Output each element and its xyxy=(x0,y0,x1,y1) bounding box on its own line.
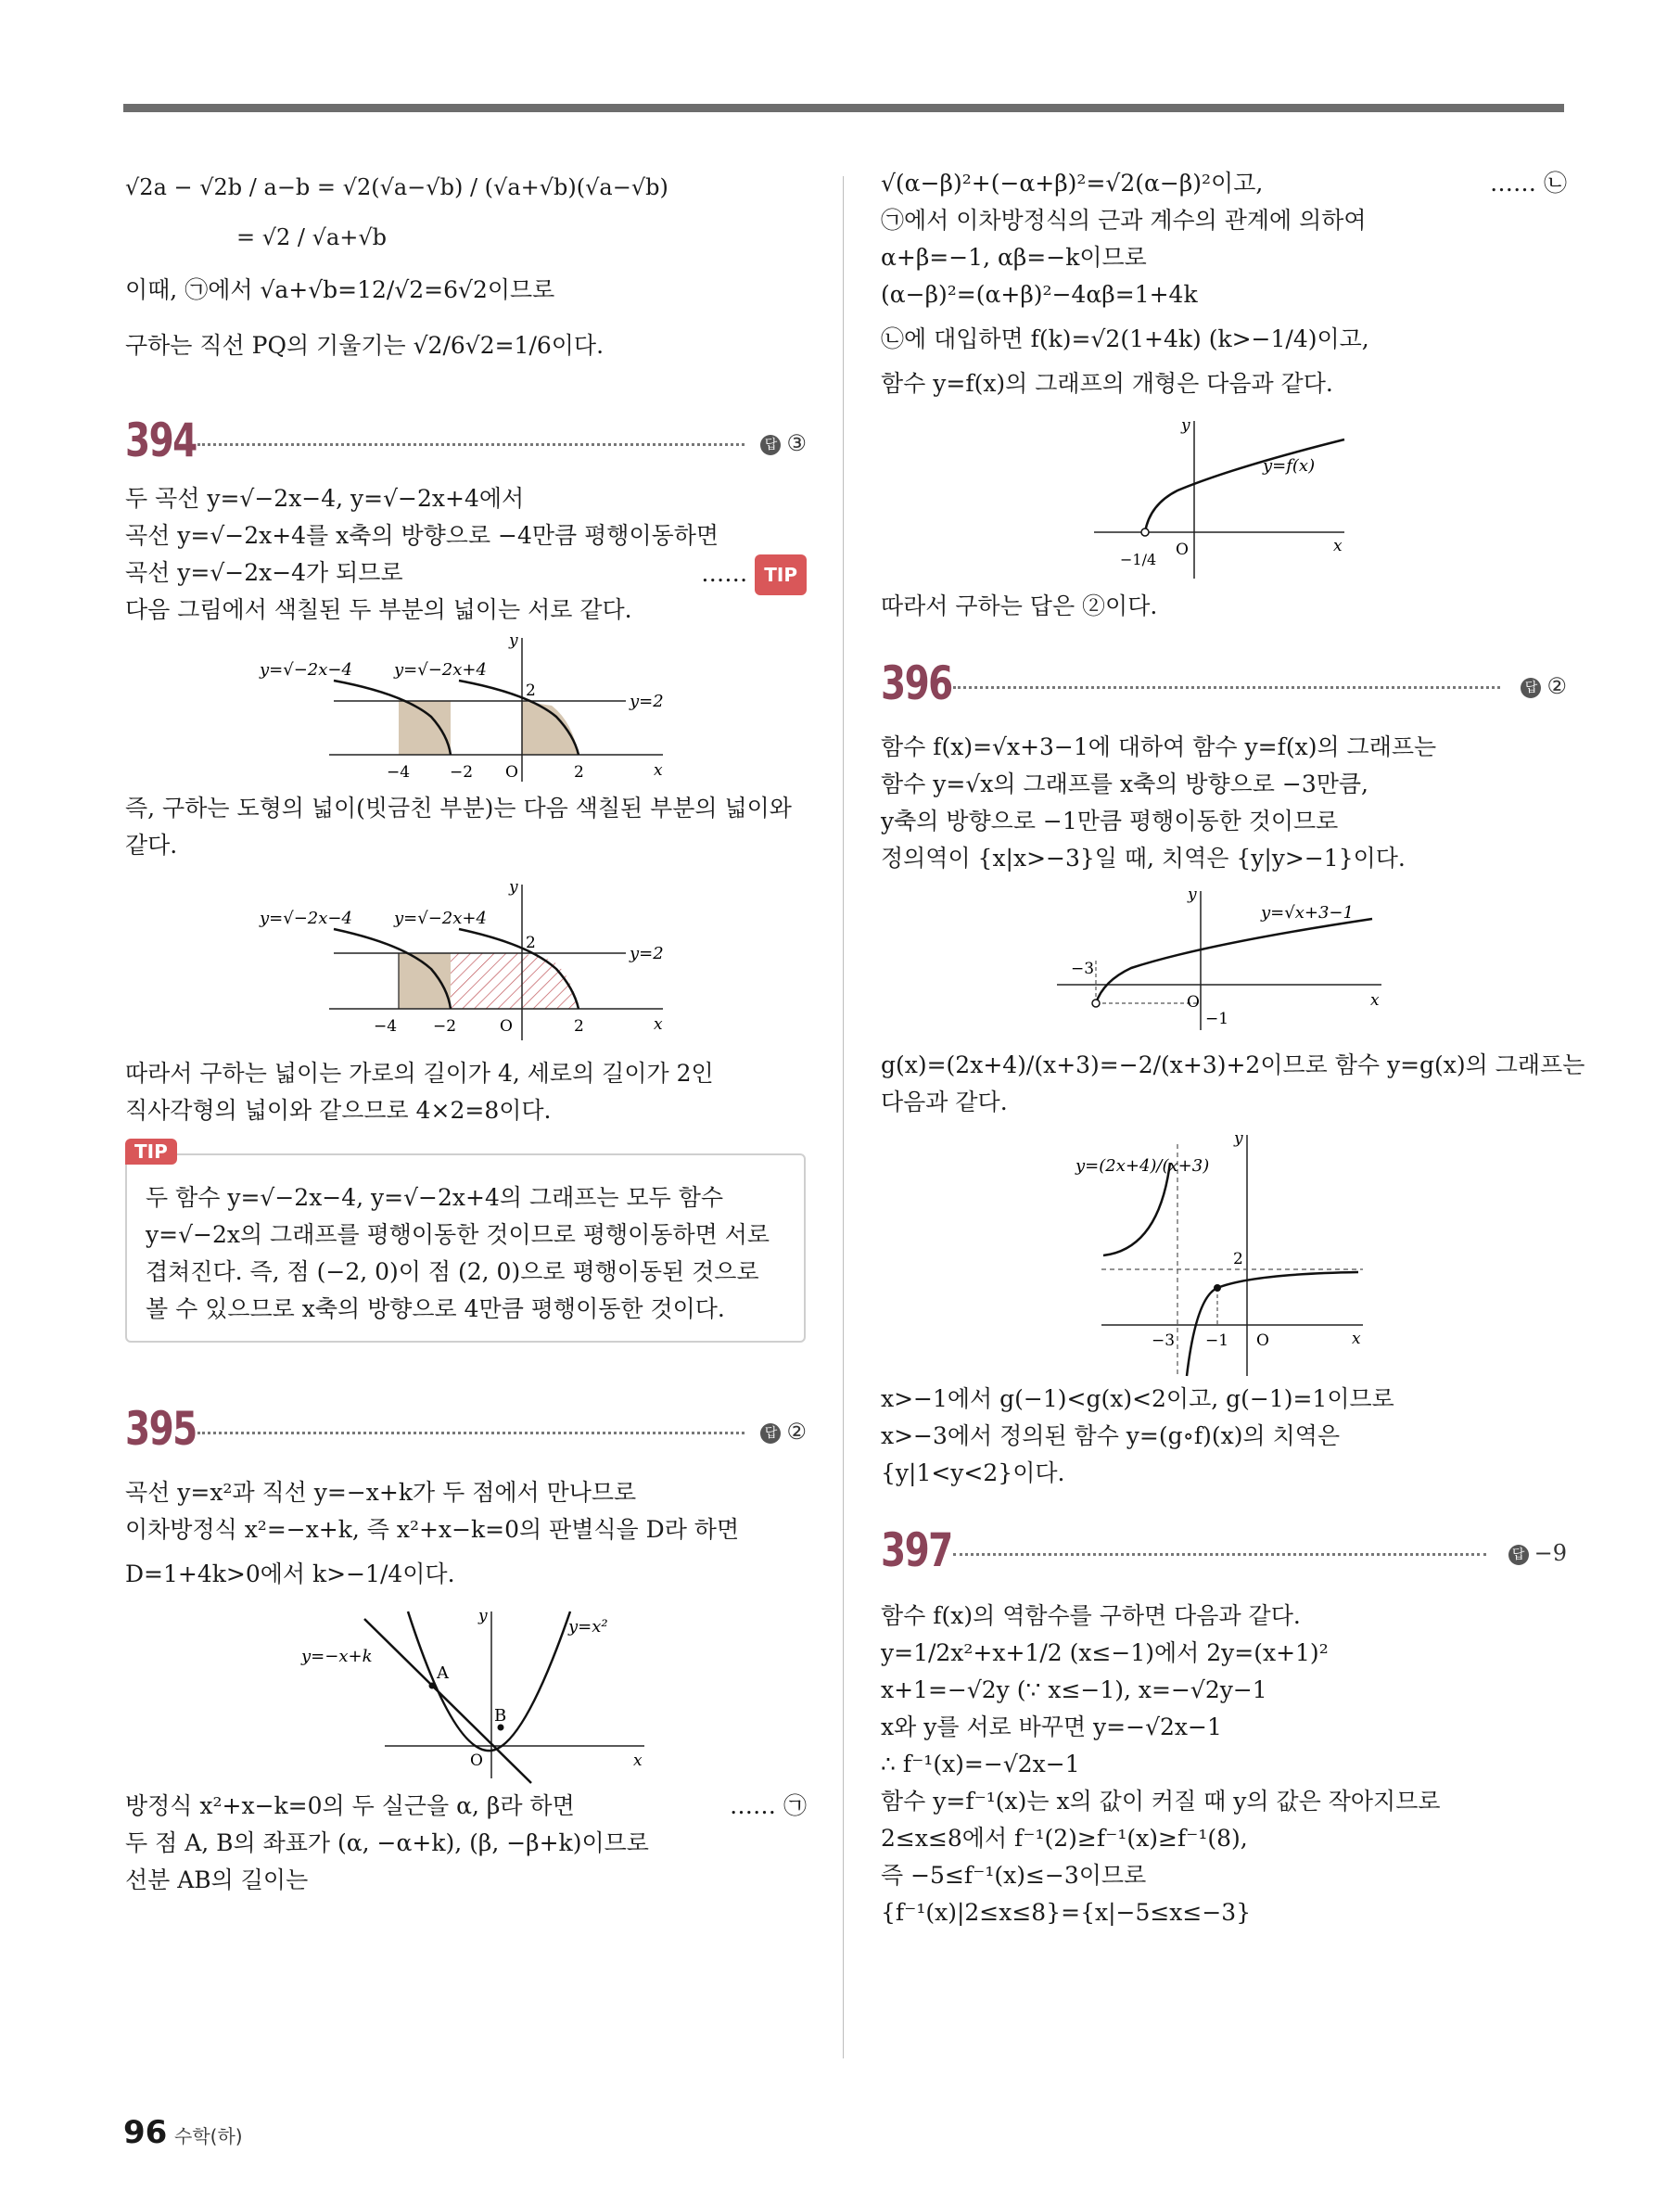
section-dots xyxy=(197,1432,745,1434)
hatched-area-a xyxy=(451,953,522,1009)
origin-label: O xyxy=(505,763,518,782)
answer-icon: 답 xyxy=(760,435,781,455)
answer-label xyxy=(1508,1540,1567,1566)
intro-formula-2: = √2 / √a+√b xyxy=(236,224,388,250)
x-axis-label: x xyxy=(654,761,663,780)
figure-395 xyxy=(125,1593,807,1788)
tip-line-2: y=√−2x의 그래프를 평행이동한 것이므로 평행이동하면 서로 xyxy=(146,1221,770,1248)
curve-branch-left xyxy=(1103,1163,1170,1255)
top-rule xyxy=(123,104,1564,112)
s395-cont-3: α+β=−1, αβ=−k이므로 xyxy=(881,244,1147,271)
tip-dots: …… xyxy=(701,560,748,587)
s397-line-2: y=1/2x²+x+1/2 (x≤−1)에서 2y=(x+1)² xyxy=(881,1639,1329,1666)
tip-line-4: 볼 수 있으므로 x축의 방향으로 4만큼 평행이동한 것이다. xyxy=(146,1295,725,1322)
section-dots xyxy=(953,686,1500,689)
open-endpoint xyxy=(1141,529,1149,536)
label-line: y=2 xyxy=(630,692,664,711)
y-tick: −1 xyxy=(1205,1010,1229,1028)
y-axis-label: y xyxy=(1188,885,1197,904)
s395-line-3: D=1+4k>0에서 k>−1/4이다. xyxy=(125,1560,455,1587)
x-axis-label: x xyxy=(1370,991,1380,1010)
section-dots xyxy=(953,1553,1486,1556)
y-axis-label: y xyxy=(478,1607,488,1625)
tip-box xyxy=(125,1140,806,1343)
section-394-header xyxy=(125,406,807,480)
point-neg1 xyxy=(1214,1284,1221,1292)
answer-label xyxy=(760,1419,807,1445)
x-tick-neg3: −3 xyxy=(1152,1331,1176,1350)
tip-reference xyxy=(701,554,807,595)
section-number: 396 xyxy=(881,656,952,710)
line-label: y=−x+k xyxy=(301,1647,373,1666)
y-tick: 2 xyxy=(1233,1250,1243,1268)
curve-branch-right xyxy=(1187,1272,1358,1376)
section-number: 395 xyxy=(125,1402,197,1456)
curve-f xyxy=(1096,919,1372,1003)
y-axis-label: y xyxy=(1234,1129,1243,1148)
parabola xyxy=(408,1611,570,1751)
section-dots xyxy=(197,443,745,446)
section-396-header xyxy=(881,649,1567,723)
s397-line-5: ∴ f⁻¹(x)=−√2x−1 xyxy=(881,1751,1080,1777)
shaded-region-b xyxy=(522,701,579,755)
s394-line-4: 다음 그림에서 색칠된 두 부분의 넓이는 서로 같다. xyxy=(125,596,632,623)
answer-label xyxy=(1521,673,1567,699)
s394-mid-2: 같다. xyxy=(125,832,178,859)
figure-396-2 xyxy=(881,1121,1567,1381)
intro-line-4: 구하는 직선 PQ의 기울기는 √2/6√2=1/6이다. xyxy=(125,332,605,359)
s395-cont-2: ㉠에서 이차방정식의 근과 계수의 관계에 의하여 xyxy=(881,207,1367,234)
y-tick: 2 xyxy=(526,682,536,700)
s394-line-3 xyxy=(125,554,807,592)
point-a-label: A xyxy=(437,1663,449,1683)
label-line: y=2 xyxy=(630,944,664,963)
s396-after-3: {y|1<y<2}이다. xyxy=(881,1459,1065,1486)
answer-value: ② xyxy=(786,1419,807,1445)
equation-mark-2: …… ㉡ xyxy=(1490,170,1567,197)
x-tick-3: 2 xyxy=(574,763,584,782)
s397-line-7: 2≤x≤8에서 f⁻¹(2)≥f⁻¹(x)≥f⁻¹(8), xyxy=(881,1825,1248,1852)
label-curve-a: y=√−2x−4 xyxy=(260,909,352,928)
figure-396-1 xyxy=(881,877,1567,1039)
s397-line-9: {f⁻¹(x)|2≤x≤8}={x|−5≤x≤−3} xyxy=(881,1899,1252,1926)
label-curve-b: y=√−2x+4 xyxy=(394,660,487,680)
section-number: 394 xyxy=(125,414,197,467)
page-number: 96 xyxy=(123,2114,168,2151)
s394-end-2: 직사각형의 넓이와 같으므로 4×2=8이다. xyxy=(125,1097,552,1124)
curve-label: y=x² xyxy=(568,1617,608,1637)
x-tick-neg1: −1 xyxy=(1205,1331,1229,1350)
s394-mid-1: 즉, 구하는 도형의 넓이(빗금친 부분)는 다음 색칠된 부분의 넓이와 xyxy=(125,795,792,822)
s395-after-1 xyxy=(125,1788,807,1825)
point-a xyxy=(429,1683,436,1689)
s394-line-3-text: 곡선 y=√−2x−4가 되므로 xyxy=(125,559,403,586)
s395-conclusion: 따라서 구하는 답은 ②이다. xyxy=(881,592,1158,619)
intro-formula-1: √2a − √2b / a−b = √2(√a−√b) / (√a+√b)(√a−√b) xyxy=(125,174,668,200)
label-curve-b: y=√−2x+4 xyxy=(394,909,487,928)
s396-line-1: 함수 f(x)=√x+3−1에 대하여 함수 y=f(x)의 그래프는 xyxy=(881,733,1437,760)
equation-mark-1: …… ㉠ xyxy=(730,1792,807,1819)
s396-line-2: 함수 y=√x의 그래프를 x축의 방향으로 −3만큼, xyxy=(881,771,1368,797)
right-column xyxy=(881,165,1585,1931)
s396-line-4: 정의역이 {x|x>−3}일 때, 치역은 {y|y>−1}이다. xyxy=(881,845,1406,872)
s397-line-3: x+1=−√2y (∵ x≤−1), x=−√2y−1 xyxy=(881,1676,1267,1703)
left-column xyxy=(125,165,807,1899)
tip-line-3: 겹쳐진다. 즉, 점 (−2, 0)이 점 (2, 0)으로 평행이동된 것으로 xyxy=(146,1258,759,1285)
x-tick-3: 2 xyxy=(574,1017,584,1036)
y-axis-label: y xyxy=(509,631,518,650)
book-title: 수학(하) xyxy=(174,2125,243,2147)
s395-cont-4: (α−β)²=(α+β)²−4αβ=1+4k xyxy=(881,281,1198,308)
s396-line-3: y축의 방향으로 −1만큼 평행이동한 것이므로 xyxy=(881,808,1339,834)
tip-ref-badge: TIP xyxy=(755,554,807,595)
s395-line-2: 이차방정식 x²=−x+k, 즉 x²+x−k=0의 판별식을 D라 하면 xyxy=(125,1516,740,1543)
section-397-header xyxy=(881,1516,1567,1590)
hatched-area-b xyxy=(522,953,579,1009)
s397-line-1: 함수 f(x)의 역함수를 구하면 다음과 같다. xyxy=(881,1602,1301,1629)
x-tick-2: −2 xyxy=(433,1017,457,1036)
answer-value: −9 xyxy=(1534,1540,1567,1566)
x-axis-label: x xyxy=(1352,1330,1361,1348)
s396-after-2: x>−3에서 정의된 함수 y=(g∘f)(x)의 치역은 xyxy=(881,1422,1341,1449)
x-tick-2: −2 xyxy=(450,763,474,782)
s394-end-1: 따라서 구하는 넓이는 가로의 길이가 4, 세로의 길이가 2인 xyxy=(125,1060,714,1087)
y-axis-label: y xyxy=(1181,416,1190,435)
s397-line-6: 함수 y=f⁻¹(x)는 x의 값이 커질 때 y의 값은 작아지므로 xyxy=(881,1788,1441,1815)
curve-f xyxy=(1145,439,1344,532)
figure-394-1 xyxy=(125,629,807,786)
figure-395-2 xyxy=(881,402,1567,588)
point-b-label: B xyxy=(494,1706,507,1726)
section-395-header xyxy=(125,1395,807,1469)
curve-label: y=√x+3−1 xyxy=(1261,903,1354,923)
s397-line-8: 즉 −5≤f⁻¹(x)≤−3이므로 xyxy=(881,1862,1147,1889)
origin-label: O xyxy=(1256,1331,1269,1350)
s395-cont-6: 함수 y=f(x)의 그래프의 개형은 다음과 같다. xyxy=(881,370,1333,397)
s395-line-1: 곡선 y=x²과 직선 y=−x+k가 두 점에서 만나므로 xyxy=(125,1479,637,1506)
y-axis-label: y xyxy=(509,878,518,897)
answer-icon: 답 xyxy=(1521,678,1541,698)
x-tick-1: −4 xyxy=(387,763,411,782)
figure-394-2 xyxy=(125,873,807,1050)
answer-icon: 답 xyxy=(1508,1545,1529,1565)
s394-line-2: 곡선 y=√−2x+4를 x축의 방향으로 −4만큼 평행이동하면 xyxy=(125,522,719,549)
s395-after-2: 두 점 A, B의 좌표가 (α, −α+k), (β, −β+k)이므로 xyxy=(125,1829,649,1856)
answer-icon: 답 xyxy=(760,1423,781,1444)
s397-line-4: x와 y를 서로 바꾸면 y=−√2x−1 xyxy=(881,1713,1222,1740)
x-axis-label: x xyxy=(1333,537,1343,555)
s396-gline: g(x)=(2x+4)/(x+3)=−2/(x+3)+2이므로 함수 y=g(x)의 그래프는 xyxy=(881,1051,1585,1078)
answer-value: ③ xyxy=(786,430,807,456)
x-axis-label: x xyxy=(633,1752,643,1770)
label-curve-a: y=√−2x−4 xyxy=(260,660,352,680)
s396-gline2: 다음과 같다. xyxy=(881,1089,1008,1115)
tip-line-1: 두 함수 y=√−2x−4, y=√−2x+4의 그래프는 모두 함수 xyxy=(146,1184,724,1211)
curve-label: y=(2x+4)/(x+3) xyxy=(1075,1156,1210,1176)
answer-label xyxy=(760,430,807,456)
section-number: 397 xyxy=(881,1523,952,1577)
s395-cont-1-text: √(α−β)²+(−α+β)²=√2(α−β)²이고, xyxy=(881,170,1264,197)
s395-cont-5: ㉡에 대입하면 f(k)=√2(1+4k) (k>−1/4)이고, xyxy=(881,325,1369,352)
x-tick: −3 xyxy=(1071,960,1095,978)
s395-cont-1 xyxy=(881,165,1567,202)
intro-line-3: 이때, ㉠에서 √a+√b=12/√2=6√2이므로 xyxy=(125,276,555,303)
s395-after-1-text: 방정식 x²+x−k=0의 두 실근을 α, β라 하면 xyxy=(125,1792,575,1819)
origin-label: O xyxy=(1176,541,1189,559)
s395-after-3: 선분 AB의 길이는 xyxy=(125,1866,309,1893)
open-endpoint xyxy=(1092,1000,1100,1007)
origin-label: O xyxy=(1187,993,1200,1012)
line-y-neg-x-k xyxy=(364,1619,531,1783)
s396-after-1: x>−1에서 g(−1)<g(x)<2이고, g(−1)=1이므로 xyxy=(881,1385,1394,1412)
y-tick: 2 xyxy=(526,934,536,952)
answer-value: ② xyxy=(1546,673,1567,699)
x-tick: −1/4 xyxy=(1120,551,1157,568)
x-axis-label: x xyxy=(654,1015,663,1034)
curve-label: y=f(x) xyxy=(1263,456,1316,476)
origin-label: O xyxy=(500,1017,513,1036)
tip-badge: TIP xyxy=(125,1139,177,1165)
column-divider xyxy=(843,176,844,2058)
origin-label: O xyxy=(470,1752,483,1770)
x-tick-1: −4 xyxy=(374,1017,398,1036)
s394-line-1: 두 곡선 y=√−2x−4, y=√−2x+4에서 xyxy=(125,485,525,512)
